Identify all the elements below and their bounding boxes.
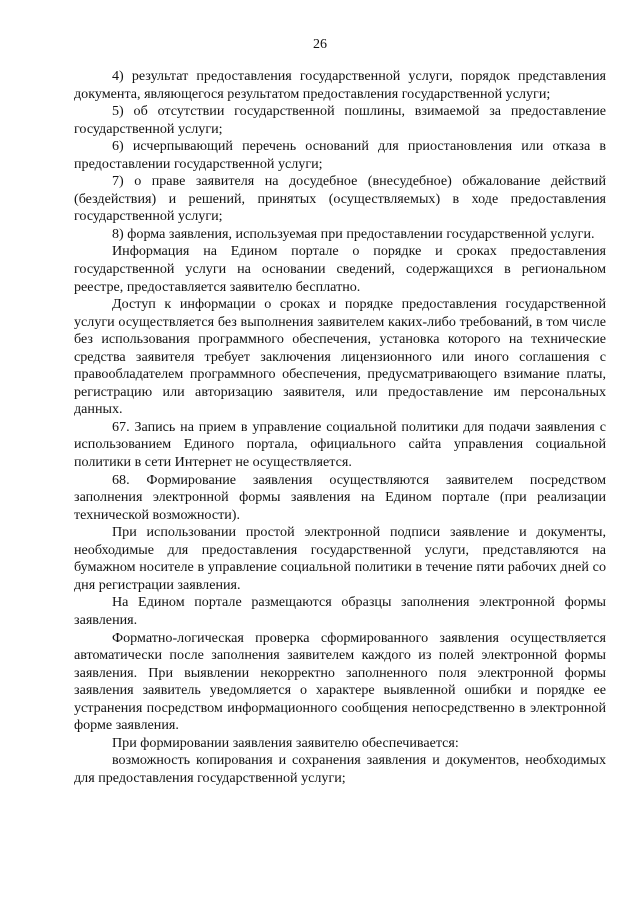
paragraph-section-67: 67. Запись на прием в управление социальной политики для подачи заявления с использованием Единого портала, официального сайта управления социальной политики в сети Интернет не осуществляется. — [74, 418, 606, 471]
paragraph-form-samples: На Едином портале размещаются образцы заполнения электронной формы заявления. — [74, 594, 606, 628]
paragraph-access-info: Доступ к информации о сроках и порядке предоставления государственной услуги осуществляется без выполнения заявителем каких-либо требований, в том числе без использования программного обеспечения, установка которого на технические средства заявителя требует заключения лицензионного или иного соглашения с правообладателем программного обеспечения, предусматривающего взимание платы, регистрацию или авторизацию заявителя, или предоставление им персональных данных. — [74, 296, 606, 418]
paragraph-item-8: 8) форма заявления, используемая при предоставлении государственной услуги. — [112, 225, 595, 242]
document-body — [74, 68, 606, 787]
paragraph-item-5: 5) об отсутствии государственной пошлины, взимаемой за предоставление государственной услуги; — [74, 103, 606, 137]
paragraph-provisions-intro: При формировании заявления заявителю обеспечивается: — [112, 734, 459, 751]
page-number: 26 — [313, 37, 327, 52]
paragraph-item-4: 4) результат предоставления государственной услуги, порядок представления документа, являющегося результатом предоставления государственной услуги; — [74, 68, 606, 102]
paragraph-item-7: 7) о праве заявителя на досудебное (внесудебное) обжалование действий (бездействия) и решений, принятых (осуществляемых) в ходе предоставления государственной услуги; — [74, 173, 606, 225]
paragraph-copy-save: возможность копирования и сохранения заявления и документов, необходимых для предоставления государственной услуги; — [74, 752, 606, 786]
paragraph-electronic-signature: При использовании простой электронной подписи заявление и документы, необходимые для предоставления государственной услуги, представляются на бумажном носителе в управление социальной политики в течение пяти рабочих дней со дня регистрации заявления. — [74, 524, 606, 593]
paragraph-format-check: Форматно-логическая проверка сформированного заявления осуществляется автоматически после заполнения заявителем каждого из полей электронной формы заявления. При выявлении некорректно заполненного поля электронной формы заявления заявитель уведомляется о характере выявленной ошибки и порядке ее устранения посредством информационного сообщения непосредственно в электронной форме заявления. — [74, 629, 606, 734]
paragraph-portal-info: Информация на Едином портале о порядке и сроках предоставления государственной услуги на основании сведений, содержащихся в региональном реестре, предоставляется заявителю бесплатно. — [74, 243, 606, 295]
paragraph-item-6: 6) исчерпывающий перечень оснований для приостановления или отказа в предоставлении государственной услуги; — [74, 138, 606, 172]
paragraph-section-68: 68. Формирование заявления осуществляются заявителем посредством заполнения электронной формы заявления на Едином портале (при реализации технической возможности). — [74, 471, 606, 523]
